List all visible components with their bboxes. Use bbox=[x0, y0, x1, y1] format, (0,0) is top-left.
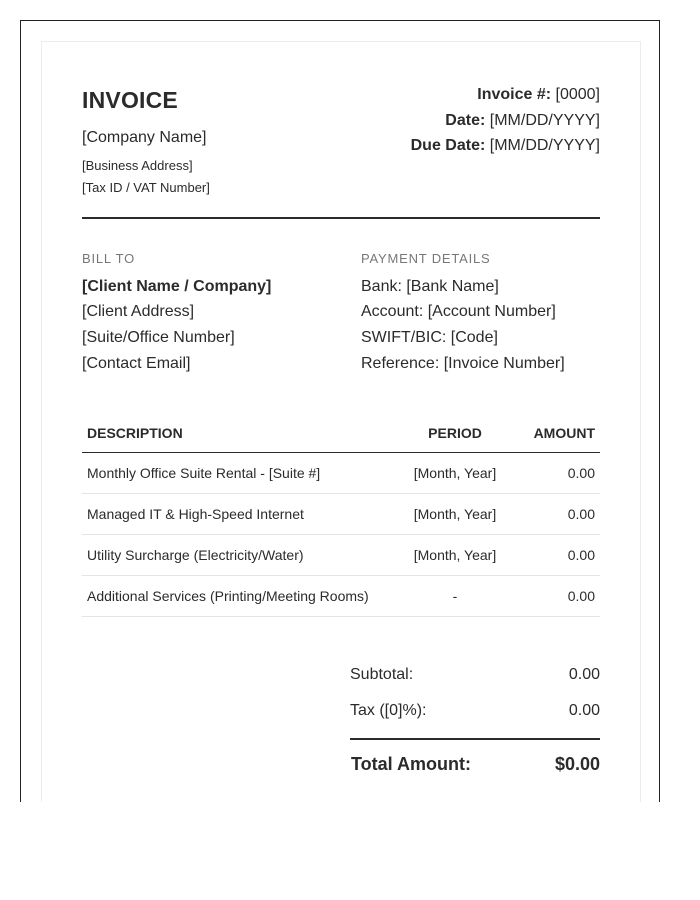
total-amount-label: Total Amount: bbox=[351, 754, 471, 774]
column-header-amount: AMOUNT bbox=[520, 414, 600, 453]
header-divider bbox=[82, 217, 600, 219]
row-amount: 0.00 bbox=[520, 453, 600, 494]
client-address: [Client Address] bbox=[82, 303, 195, 320]
column-header-period: PERIOD bbox=[390, 414, 520, 453]
subtotal-label: Subtotal: bbox=[350, 666, 414, 683]
company-name: [Company Name] bbox=[82, 129, 207, 146]
bill-to-heading: BILL TO bbox=[82, 251, 136, 266]
tax-label: Tax ([0]%): bbox=[350, 702, 427, 719]
client-name: [Client Name / Company] bbox=[82, 278, 272, 295]
client-email: [Contact Email] bbox=[82, 355, 191, 372]
row-amount: 0.00 bbox=[520, 535, 600, 576]
row-period: [Month, Year] bbox=[390, 494, 520, 535]
payment-bank: Bank: [Bank Name] bbox=[361, 278, 499, 295]
table-row bbox=[82, 494, 600, 535]
due-date-label: Due Date: bbox=[410, 137, 486, 154]
payment-details-heading: PAYMENT DETAILS bbox=[361, 251, 491, 266]
invoice-number-label: Invoice #: bbox=[477, 86, 552, 103]
invoice-number bbox=[477, 86, 600, 104]
invoice-number-value: [0000] bbox=[555, 86, 600, 103]
table-row bbox=[82, 576, 600, 617]
row-description: Monthly Office Suite Rental - [Suite #] bbox=[82, 453, 390, 494]
table-row bbox=[82, 535, 600, 576]
tax-value: 0.00 bbox=[568, 702, 600, 719]
row-amount: 0.00 bbox=[520, 494, 600, 535]
payment-swift: SWIFT/BIC: [Code] bbox=[361, 329, 498, 346]
table-header-row bbox=[82, 414, 600, 453]
row-description: Additional Services (Printing/Meeting Rooms) bbox=[82, 576, 390, 617]
table-row bbox=[82, 453, 600, 494]
row-period: - bbox=[390, 576, 520, 617]
tax-id: [Tax ID / VAT Number] bbox=[82, 180, 210, 195]
row-period: [Month, Year] bbox=[390, 453, 520, 494]
invoice-title: INVOICE bbox=[82, 87, 178, 113]
row-period: [Month, Year] bbox=[390, 535, 520, 576]
invoice-date bbox=[445, 112, 600, 130]
invoice-date-value: [MM/DD/YYYY] bbox=[489, 112, 600, 129]
row-amount: 0.00 bbox=[520, 576, 600, 617]
total-amount-value: $0.00 bbox=[554, 754, 600, 774]
payment-reference: Reference: [Invoice Number] bbox=[361, 355, 565, 372]
row-description: Utility Surcharge (Electricity/Water) bbox=[82, 535, 390, 576]
due-date-value: [MM/DD/YYYY] bbox=[489, 137, 600, 154]
payment-account: Account: [Account Number] bbox=[361, 303, 556, 320]
column-header-description: DESCRIPTION bbox=[82, 414, 390, 453]
line-items-table bbox=[82, 414, 600, 617]
due-date bbox=[411, 137, 600, 155]
totals-divider bbox=[350, 738, 600, 740]
invoice-date-label: Date: bbox=[445, 112, 486, 129]
client-suite: [Suite/Office Number] bbox=[82, 329, 235, 346]
row-description: Managed IT & High-Speed Internet bbox=[82, 494, 390, 535]
business-address: [Business Address] bbox=[82, 158, 193, 173]
subtotal-value: 0.00 bbox=[568, 666, 600, 683]
